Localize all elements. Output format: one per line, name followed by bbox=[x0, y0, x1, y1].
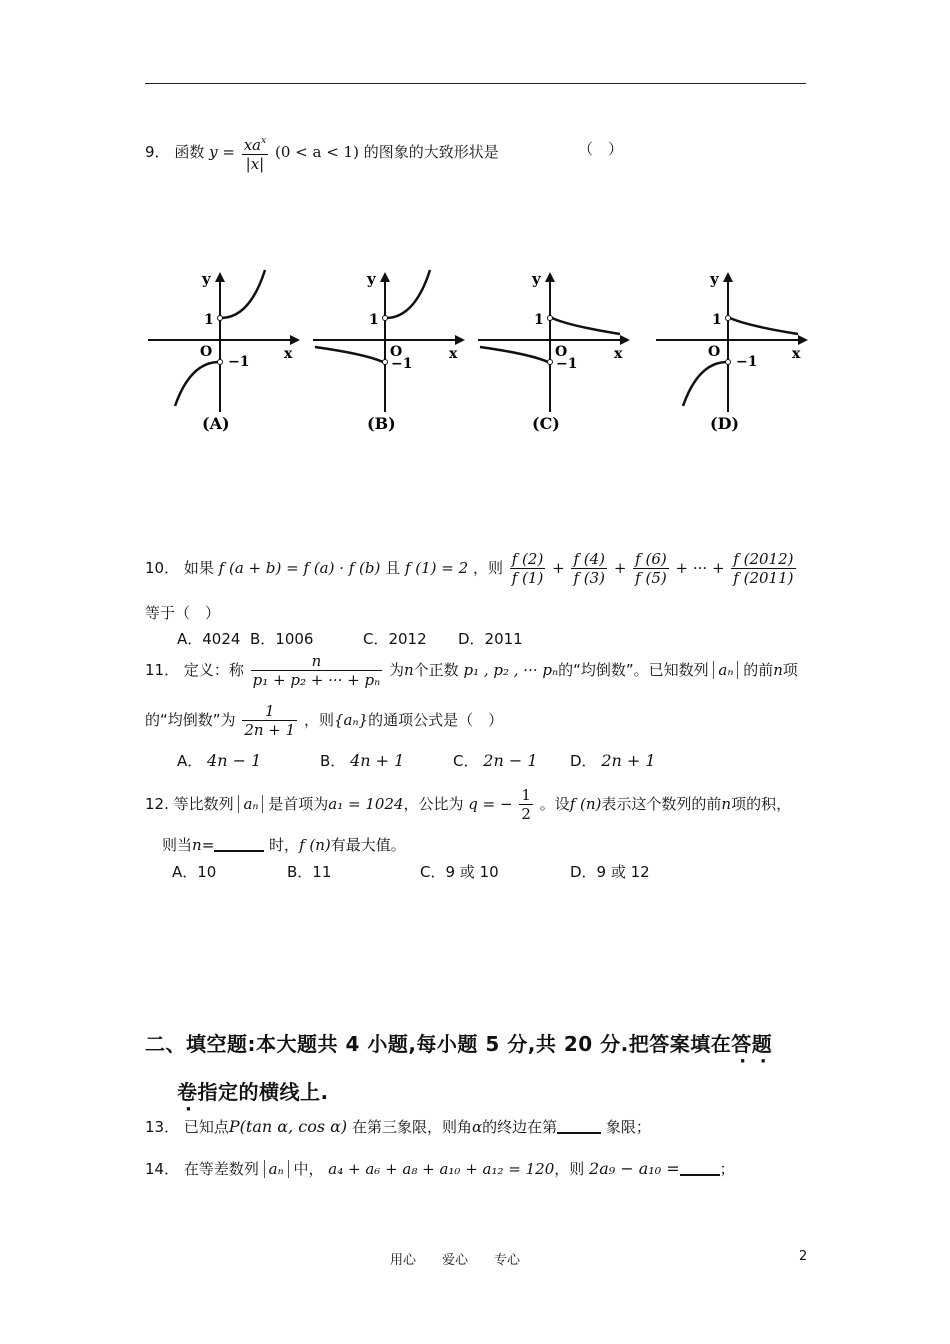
math-expression: f (a + b) = f (a) · f (b) bbox=[218, 559, 381, 577]
question-text: 表示这个数列的前 bbox=[601, 795, 722, 813]
question-text: 的“均倒数”为 bbox=[145, 711, 236, 729]
math-expression: y = bbox=[209, 143, 235, 161]
graph-label: (A) bbox=[202, 414, 230, 433]
option-c[interactable]: C．9 或 10 bbox=[420, 863, 499, 881]
option-d[interactable]: D．9 或 12 bbox=[570, 863, 650, 881]
math-expression: a₁ = 1024 bbox=[328, 795, 404, 813]
fraction: $\frac{f (4)}{f (3)}$ bbox=[573, 550, 606, 587]
axis-label-y: y bbox=[532, 270, 541, 288]
question-text: 有最大值。 bbox=[330, 836, 406, 854]
tick-label-minus-1: −1 bbox=[228, 354, 250, 370]
fraction bbox=[242, 132, 268, 173]
fraction: $\frac{n}{\text{p₁ + p₂ + ··· + pₙ}}$ bbox=[252, 652, 381, 689]
axis-label-x: x bbox=[284, 346, 293, 362]
question-text: 的“均倒数”。已知数列 bbox=[558, 661, 709, 679]
question-text-tail: 的图象的大致形状是 bbox=[363, 143, 499, 161]
question-text: 在等差数列 bbox=[183, 1160, 259, 1178]
plus-sign: + bbox=[613, 559, 627, 577]
fraction: $\frac{f (6)}{f (5)}$ bbox=[635, 550, 667, 587]
tick-label-1: 1 bbox=[204, 312, 214, 328]
math-expression: f (n) bbox=[299, 836, 331, 854]
math-expression: P(tan α, cos α) bbox=[228, 1117, 348, 1136]
axis-label-y: y bbox=[202, 270, 211, 288]
footer-text: 用心 爱心 专心 bbox=[390, 1253, 521, 1268]
question-text: 。设 bbox=[539, 795, 570, 813]
tick-label-minus-1: −1 bbox=[391, 356, 413, 372]
question-number: 14． bbox=[145, 1160, 180, 1178]
question-text: 项 bbox=[782, 661, 798, 679]
fraction: $\frac{f (2)}{f (1)}$ bbox=[511, 550, 544, 587]
math-condition: (0 < a < 1) bbox=[274, 143, 359, 161]
question-text: 时， bbox=[269, 836, 300, 854]
option-c[interactable]: C．2012 bbox=[363, 630, 427, 648]
emphasis-char: 卷 bbox=[177, 1080, 198, 1104]
header-rule bbox=[145, 83, 806, 84]
option-b[interactable]: B．11 bbox=[287, 863, 332, 881]
math-sequence: {aₙ} bbox=[333, 711, 369, 729]
axis-label-x: x bbox=[792, 346, 801, 362]
question-12-line2 bbox=[162, 834, 406, 855]
question-12 bbox=[145, 786, 791, 823]
question-text: 的通项公式是（ ） bbox=[368, 711, 504, 729]
axis-label-y: y bbox=[367, 270, 376, 288]
question-text: 函数 bbox=[174, 143, 205, 161]
section-heading: 二、填空题:本大题共 4 小题,每小题 5 分,共 20 分.把答案填在答题 bbox=[145, 1032, 773, 1056]
tick-label-minus-1: −1 bbox=[736, 354, 758, 370]
question-text: 中， bbox=[293, 1160, 324, 1178]
question-11 bbox=[145, 652, 798, 689]
graph-figure bbox=[140, 262, 810, 442]
question-text: 等比数列 bbox=[173, 795, 234, 813]
question-14 bbox=[145, 1158, 735, 1179]
origin-label: O bbox=[200, 344, 213, 360]
tick-label-1: 1 bbox=[369, 312, 379, 328]
answer-blank[interactable] bbox=[680, 1160, 720, 1176]
question-10 bbox=[145, 550, 798, 587]
math-var: n bbox=[721, 795, 732, 813]
question-text: ，则 bbox=[554, 1160, 585, 1178]
fraction: $\frac{1}{2n + 1}$ bbox=[244, 702, 296, 739]
question-text: 为 bbox=[388, 661, 404, 679]
option-b[interactable]: B． 4n + 1 bbox=[320, 751, 405, 770]
graph-d bbox=[656, 270, 806, 433]
math-sequence: aₙ bbox=[238, 795, 263, 813]
option-d[interactable]: D． 2n + 1 bbox=[570, 751, 656, 770]
math-expression: a₄ + a₆ + a₈ + a₁₀ + a₁₂ = 120 bbox=[328, 1160, 555, 1178]
question-text: ，则 bbox=[303, 711, 334, 729]
math-var: α bbox=[471, 1118, 483, 1136]
question-text: ； bbox=[719, 1160, 735, 1178]
fraction: $\frac{f (2012)}{f (2011)}$ bbox=[733, 550, 794, 587]
question-text: 个正数 bbox=[413, 661, 459, 679]
math-var: n bbox=[773, 661, 783, 679]
option-a[interactable]: A．4024 bbox=[177, 630, 241, 648]
axis-label-y: y bbox=[710, 270, 719, 288]
question-number: 10． bbox=[145, 559, 180, 577]
graph-label: (C) bbox=[532, 414, 560, 433]
question-number: 9． bbox=[145, 143, 170, 161]
math-expression: 2a₉ − a₁₀ = bbox=[589, 1159, 680, 1178]
option-b[interactable]: B．1006 bbox=[250, 630, 314, 648]
fraction: $\frac{1}{2}$ bbox=[521, 786, 531, 823]
question-text: 在第三象限，则角 bbox=[351, 1118, 472, 1136]
plus-sign: + bbox=[552, 559, 565, 577]
question-number: 13． bbox=[145, 1118, 180, 1136]
question-text: 的终边在第 bbox=[482, 1118, 558, 1136]
question-text: 定义：称 bbox=[183, 661, 244, 679]
question-9 bbox=[145, 132, 499, 173]
answer-blank[interactable] bbox=[214, 836, 264, 852]
tick-label-1: 1 bbox=[712, 312, 722, 328]
option-a[interactable]: A．10 bbox=[172, 863, 217, 881]
graph-b bbox=[313, 270, 463, 433]
math-expression: f (n) bbox=[569, 795, 602, 813]
emphasis-char: 题 bbox=[751, 1032, 773, 1056]
math-expression: q = − bbox=[468, 795, 513, 813]
fraction-denominator: |x| bbox=[245, 155, 265, 173]
answer-blank[interactable] bbox=[557, 1118, 601, 1134]
math-var: n bbox=[404, 661, 414, 679]
question-number: 11． bbox=[145, 661, 180, 679]
graph-c bbox=[478, 270, 628, 433]
question-text: 的前 bbox=[743, 661, 774, 679]
question-text: 项的积， bbox=[731, 795, 792, 813]
question-text: 已知点 bbox=[183, 1118, 229, 1136]
question-text: ，则 bbox=[472, 559, 503, 577]
graph-a bbox=[148, 270, 298, 433]
question-13 bbox=[145, 1116, 651, 1137]
question-text: ，公比为 bbox=[403, 795, 464, 813]
math-var: n bbox=[192, 836, 202, 854]
graph-label: (B) bbox=[367, 414, 396, 433]
question-text: = bbox=[201, 836, 215, 854]
question-text: 如果 bbox=[183, 559, 214, 577]
origin-label: O bbox=[390, 344, 403, 360]
math-sequence: aₙ bbox=[264, 1160, 289, 1178]
origin-label: O bbox=[708, 344, 721, 360]
axis-label-x: x bbox=[449, 346, 458, 362]
question-11-line2 bbox=[145, 702, 503, 739]
axis-label-x: x bbox=[614, 346, 623, 362]
emphasis-char: 答 bbox=[731, 1032, 752, 1056]
question-text: 则当 bbox=[162, 836, 193, 854]
option-c[interactable]: C． 2n − 1 bbox=[453, 751, 538, 770]
tick-label-1: 1 bbox=[534, 312, 544, 328]
question-text: 且 bbox=[385, 559, 401, 577]
answer-paren: （ ） bbox=[578, 140, 624, 158]
question-text: 是首项为 bbox=[268, 795, 329, 813]
section-heading-line2: 卷指定的横线上. bbox=[177, 1080, 329, 1104]
question-10-line2: 等于（ ） bbox=[145, 604, 221, 622]
ellipsis-sum: + ··· + bbox=[675, 559, 725, 577]
math-expression: f (1) = 2 bbox=[404, 559, 469, 577]
graph-label: (D) bbox=[710, 414, 740, 433]
option-d[interactable]: D．2011 bbox=[458, 630, 523, 648]
fraction-numerator: $xa^x$ bbox=[242, 132, 268, 155]
page-number: 2 bbox=[799, 1249, 808, 1264]
option-a[interactable]: A． 4n − 1 bbox=[177, 751, 262, 770]
question-text: 象限； bbox=[605, 1118, 651, 1136]
tick-label-minus-1: −1 bbox=[556, 356, 578, 372]
question-number: 12. bbox=[145, 795, 169, 813]
math-expression: p₁ , p₂ , ··· pₙ bbox=[463, 661, 559, 679]
math-sequence: aₙ bbox=[713, 661, 738, 679]
origin-label: O bbox=[555, 344, 568, 360]
